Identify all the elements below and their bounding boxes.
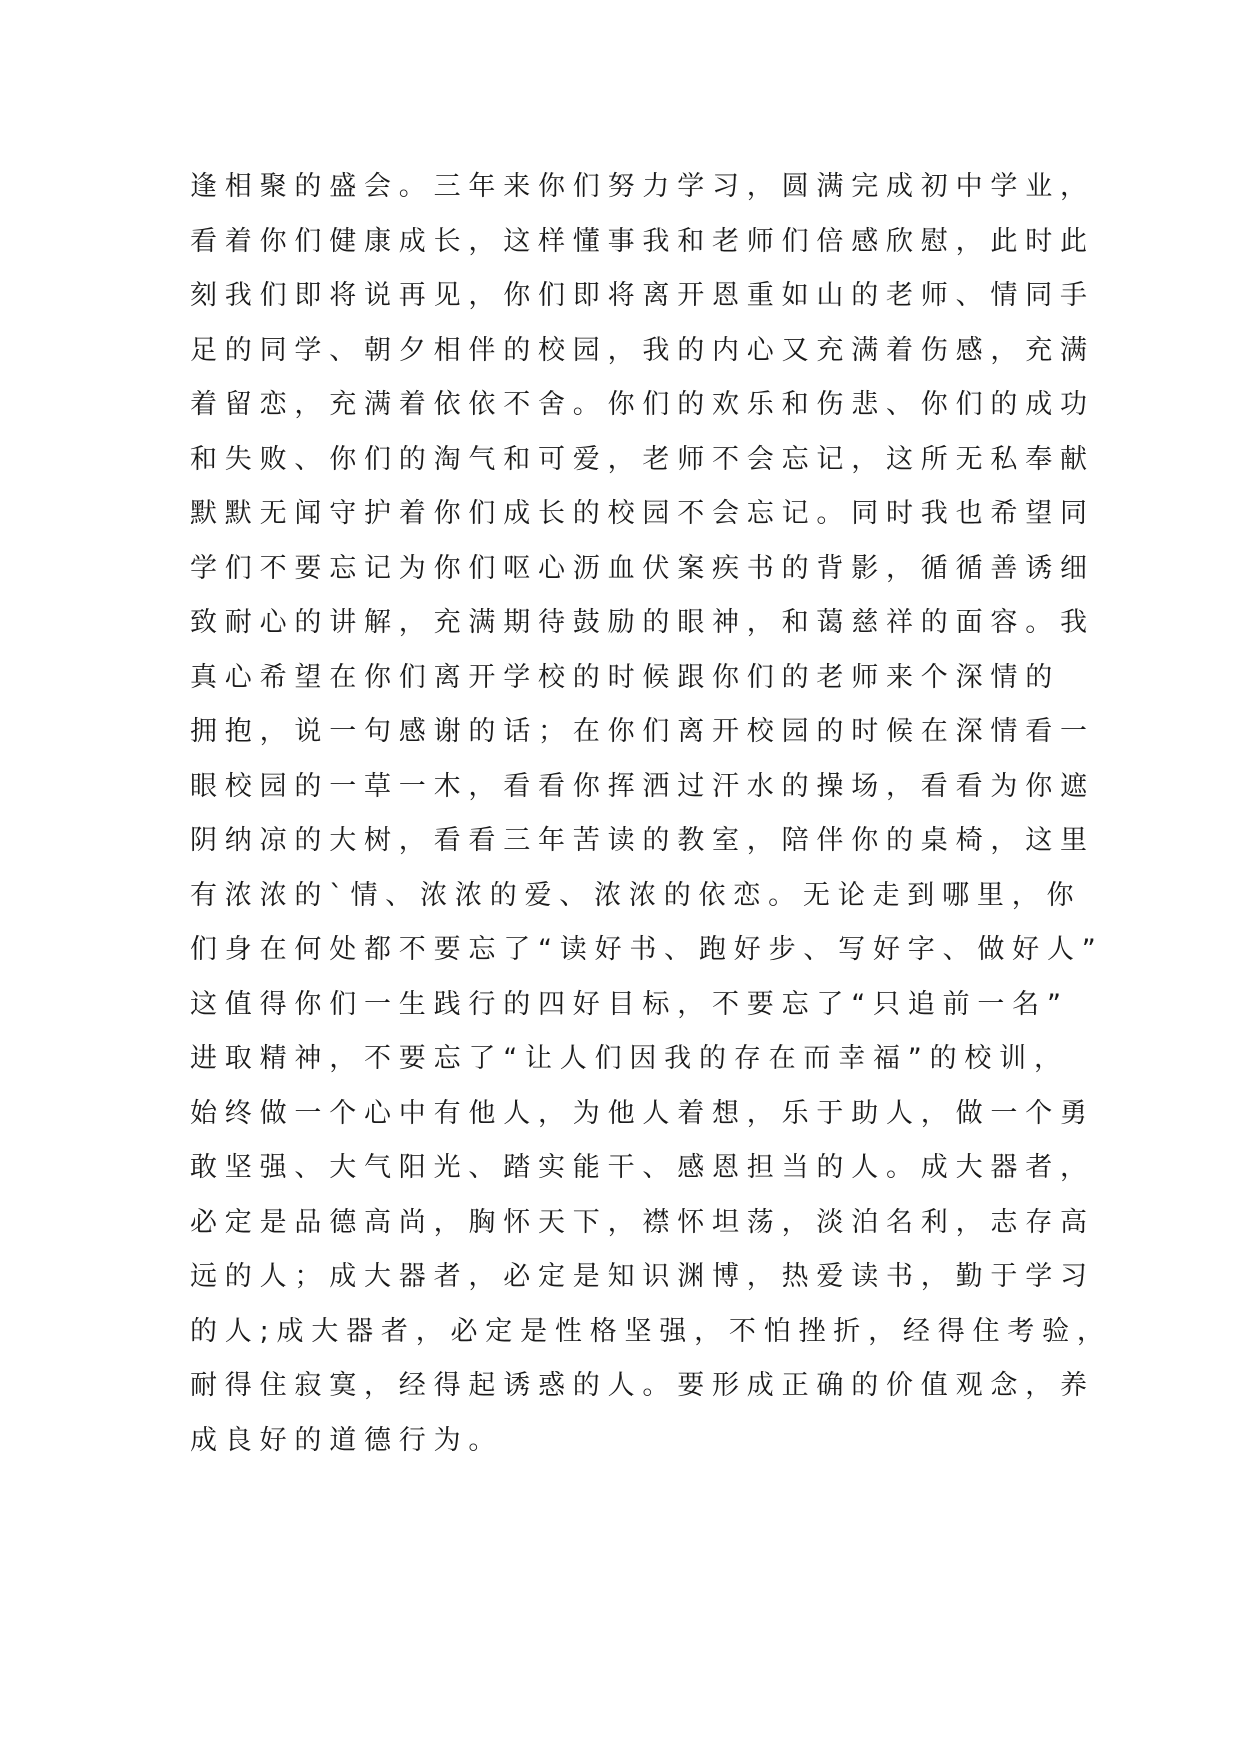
text-line-6: 和失败、你们的淘气和可爱，老师不会忘记，这所无私奉献 — [190, 443, 1095, 475]
text-line-7: 默默无闻守护着你们成长的校园不会忘记。同时我也希望同 — [190, 498, 1095, 529]
text-line-3: 刻我们即将说再见，你们即将离开恩重如山的老师、情同手 — [190, 280, 1095, 311]
text-line-21: 远的人；成大器者，必定是知识渊博，热爱读书，勤于学习 — [190, 1261, 1095, 1292]
text-line-22: 的人;成大器者，必定是性格坚强，不怕挫折，经得住考验， — [190, 1315, 1112, 1347]
text-line-12: 眼校园的一草一木，看看你挥洒过汗水的操场，看看为你遮 — [190, 770, 1095, 802]
text-line-8: 学们不要忘记为你们呕心沥血伏案疾书的背影，循循善诱细 — [190, 552, 1095, 584]
text-line-5: 着留恋，充满着依依不舍。你们的欢乐和伤悲、你们的成功 — [190, 389, 1095, 420]
text-line-9: 致耐心的讲解，充满期待鼓励的眼神，和蔼慈祥的面容。我 — [190, 607, 1095, 638]
text-line-4: 足的同学、朝夕相伴的校园，我的内心又充满着伤感，充满 — [190, 334, 1095, 366]
text-line-2: 看着你们健康成长，这样懂事我和老师们倍感欣慰，此时此 — [190, 225, 1095, 257]
text-line-20: 必定是品德高尚，胸怀天下，襟怀坦荡，淡泊名利，志存高 — [190, 1206, 1095, 1238]
text-line-11: 拥抱，说一句感谢的话；在你们离开校园的时候在深情看一 — [190, 716, 1095, 747]
text-line-24: 成良好的道德行为。 — [190, 1424, 504, 1456]
text-line-10: 真心希望在你们离开学校的时候跟你们的老师来个深情的 — [190, 661, 1060, 693]
text-line-23: 耐得住寂寞，经得起诱惑的人。要形成正确的价值观念，养 — [190, 1370, 1095, 1401]
text-line-16: 这值得你们一生践行的四好目标，不要忘了“只追前一名” — [190, 988, 1069, 1020]
text-line-15: 们身在何处都不要忘了“读好书、跑好步、写好字、做好人” — [190, 934, 1104, 965]
body-paragraph — [190, 160, 1112, 1468]
text-line-18: 始终做一个心中有他人，为他人着想，乐于助人，做一个勇 — [190, 1097, 1095, 1129]
text-line-14: 有浓浓的`情、浓浓的爱、浓浓的依恋。无论走到哪里，你 — [190, 879, 1082, 911]
text-line-1: 逢相聚的盛会。三年来你们努力学习，圆满完成初中学业， — [190, 171, 1095, 202]
text-line-13: 阴纳凉的大树，看看三年苦读的教室，陪伴你的桌椅，这里 — [190, 825, 1095, 856]
text-line-19: 敢坚强、大气阳光、踏实能干、感恩担当的人。成大器者， — [190, 1152, 1095, 1183]
text-line-17: 进取精神，不要忘了“让人们因我的存在而幸福”的校训， — [190, 1043, 1069, 1074]
